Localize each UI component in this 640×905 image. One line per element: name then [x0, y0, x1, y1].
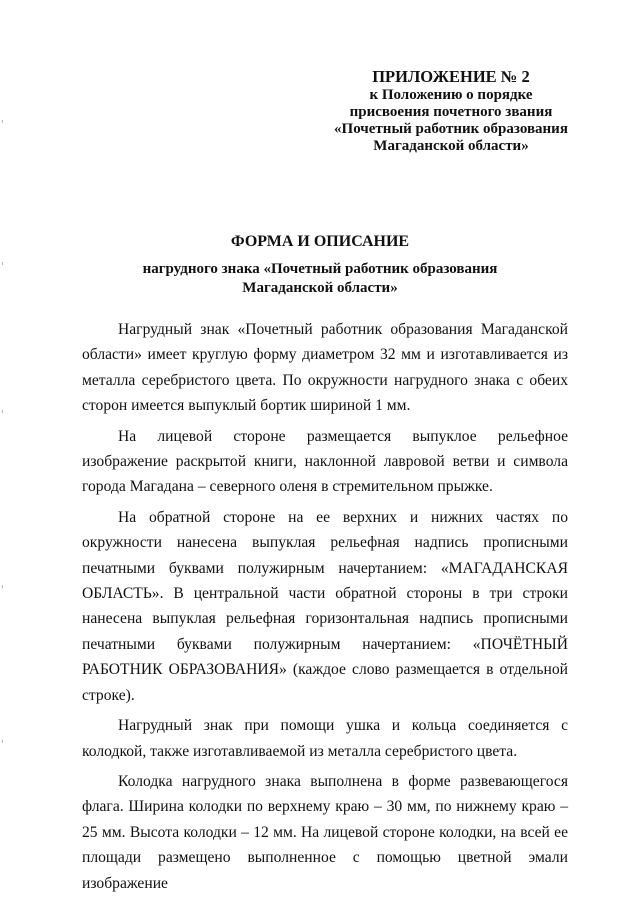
paragraph-shape: Нагрудный знак «Почетный работник образования Магаданской области» имеет круглую форму диаметром 32 мм и изготавливается из металла серебристого цвета. По окружности нагрудного знака с обеих сторон имеется выпуклый бортик шириной 1 мм.	[82, 321, 568, 415]
paragraph-attachment: Нагрудный знак при помощи ушка и кольца соединяется с колодкой, также изготавливаемой из металла серебристого цвета.	[82, 717, 568, 760]
paragraph-back-side: На обратной стороне на ее верхних и нижних частях по окружности нанесена выпуклая рельефная надпись прописными печатными буквами полужирным начертанием: «МАГАДАНСКАЯ ОБЛАСТЬ». В центральной части обратной стороны в три строки нанесена выпуклая рельефная горизонтальная надпись прописными печатными буквами полужирным начертанием: «ПОЧЁТНЫЙ РАБОТНИК ОБРАЗОВАНИЯ» (каждое слово размещается в отдельной строке).	[82, 508, 568, 704]
appendix-header	[318, 67, 584, 155]
document-body	[82, 317, 568, 901]
appendix-line: «Почетный работник образования	[334, 121, 568, 137]
appendix-line: к Положению о порядке	[369, 87, 533, 103]
subtitle-line: нагрудного знака «Почетный работник образования	[142, 261, 498, 277]
document-subtitle	[60, 260, 580, 298]
subtitle-line: Магаданской области»	[242, 280, 398, 296]
paragraph-front-side: На лицевой стороне размещается выпуклое рельефное изображение раскрытой книги, наклонной лавровой ветви и символа города Магадана – северного оленя в стремительном прыжке.	[82, 427, 568, 496]
appendix-line: присвоения почетного звания	[349, 104, 553, 120]
appendix-line: Магаданской области»	[373, 138, 529, 154]
paragraph-bar: Колодка нагрудного знака выполнена в форме развевающегося флага. Ширина колодки по верхнему краю – 30 мм, по нижнему краю – 25 мм. Высота колодки – 12 мм. На лицевой стороне колодки, на всей ее площади размещено выполненное с помощью цветной эмали изображение	[82, 772, 568, 892]
scan-margin-marks	[0, 0, 6, 905]
document-title: ФОРМА И ОПИСАНИЕ	[230, 233, 410, 250]
appendix-title: ПРИЛОЖЕНИЕ № 2	[372, 67, 530, 86]
